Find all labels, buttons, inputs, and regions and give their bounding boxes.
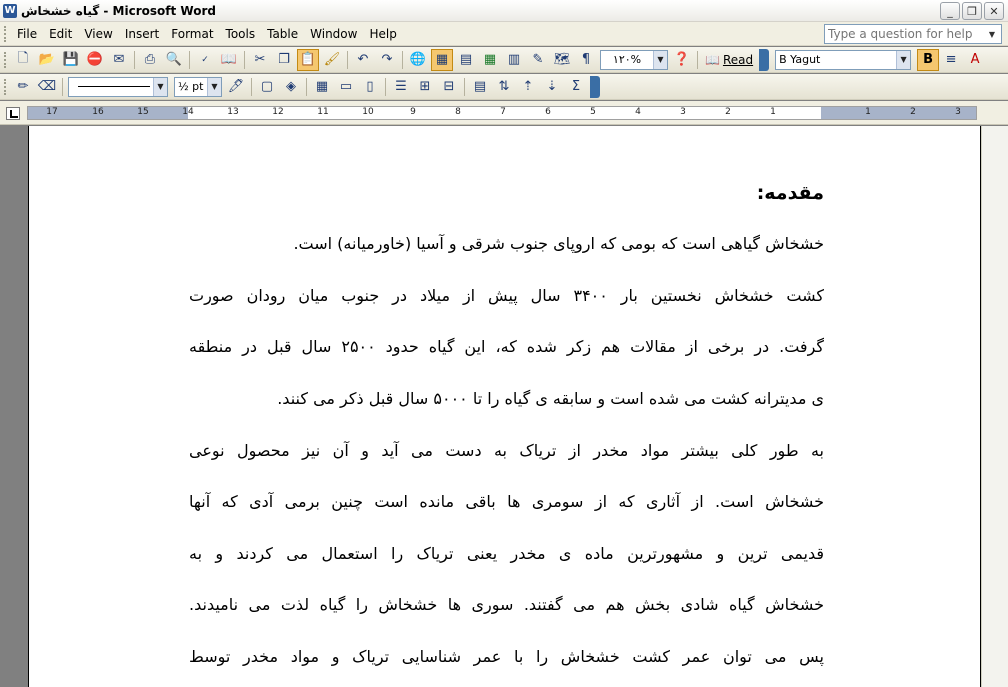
toolbar-grip[interactable] <box>4 52 7 68</box>
toolbar-grip[interactable] <box>4 79 7 95</box>
email-icon[interactable]: ✉ <box>113 52 125 67</box>
separator <box>402 51 403 69</box>
paragraph-line: خشخاش است. از آثاری که از سومری ها باقی مانده است چنین برمی آدی که آنها <box>189 492 824 511</box>
restore-button[interactable]: ❐ <box>962 2 982 20</box>
open-folder-icon[interactable]: 📂 <box>38 52 56 67</box>
cut-icon[interactable]: ✂ <box>254 52 266 67</box>
menu-view[interactable]: View <box>84 26 113 41</box>
menu-help[interactable]: Help <box>369 26 397 41</box>
window-title: گیاه خشخاش - Microsoft Word <box>21 3 216 18</box>
ruler-number: 14 <box>182 107 194 117</box>
draw-table-icon[interactable]: ✏ <box>17 79 29 94</box>
horizontal-ruler <box>0 101 1008 125</box>
title-bar <box>0 0 1008 22</box>
undo-icon[interactable]: ↶ <box>357 52 369 67</box>
help-icon[interactable]: ❓ <box>673 52 691 67</box>
separator <box>347 51 348 69</box>
research-icon[interactable]: 📖 <box>220 52 238 67</box>
ruler-number: 4 <box>635 107 641 117</box>
font-color-icon[interactable]: A <box>970 52 980 67</box>
ruler-number: 1 <box>865 107 871 117</box>
spelling-icon[interactable]: ✓ <box>201 54 209 65</box>
tab-selector-icon[interactable] <box>6 107 20 120</box>
paragraph-line: خشخاش گیاه شادی بخش هم می گفتند. سوری ها خشخاش را گیاه لذت می نامیدند. <box>189 595 824 614</box>
menu-format[interactable]: Format <box>171 26 214 41</box>
line-style-combo[interactable] <box>68 77 168 97</box>
menu-table[interactable]: Table <box>267 26 299 41</box>
line-weight-combo[interactable] <box>174 77 222 97</box>
ruler-number: 1 <box>770 107 776 117</box>
chevron-down-icon[interactable]: ▼ <box>207 78 221 96</box>
ruler-number: 2 <box>910 107 916 117</box>
separator <box>62 78 63 96</box>
menu-grip[interactable] <box>4 26 7 42</box>
paragraph-line: پس می توان عمر کشت خشخاش را با عمر شناسایی تریاک و مواد مخدر توسط <box>189 647 824 666</box>
insert-table-icon[interactable]: ▦ <box>315 79 329 94</box>
font-name-combo[interactable] <box>775 50 911 70</box>
separator <box>697 51 698 69</box>
print-preview-icon[interactable]: 🔍 <box>165 52 183 67</box>
document-map-icon[interactable]: 🗺 <box>553 52 571 67</box>
format-painter-icon[interactable]: 🖌 <box>323 52 341 67</box>
ruler-number: 6 <box>545 107 551 117</box>
menu-window[interactable]: Window <box>310 26 358 41</box>
align-right-icon[interactable]: ≡ <box>945 52 957 67</box>
read-button[interactable] <box>701 53 757 67</box>
separator <box>385 78 386 96</box>
distribute-columns-icon[interactable]: ⊟ <box>443 79 455 94</box>
distribute-rows-icon[interactable]: ⊞ <box>419 79 431 94</box>
border-color-icon[interactable]: 🖊 <box>227 79 245 94</box>
minimize-button[interactable]: _ <box>940 2 960 20</box>
line-style-value <box>69 86 153 87</box>
document-area <box>0 126 1008 687</box>
align-cell-icon[interactable]: ☰ <box>395 79 407 94</box>
window-controls <box>940 2 1004 20</box>
read-book-icon: 📖 <box>705 52 720 67</box>
menu-insert[interactable]: Insert <box>124 26 160 41</box>
ruler-number: 3 <box>680 107 686 117</box>
autoformat-icon[interactable]: ▤ <box>473 79 487 94</box>
drawing-icon[interactable]: ✎ <box>532 52 544 67</box>
ruler-track[interactable] <box>27 106 977 120</box>
chevron-down-icon[interactable]: ▼ <box>653 51 667 69</box>
copy-icon[interactable]: ❐ <box>278 52 290 67</box>
vertical-scrollbar[interactable] <box>981 126 1008 687</box>
menu-file[interactable]: File <box>17 26 38 41</box>
print-icon[interactable]: ⎙ <box>144 52 156 67</box>
ruler-right-margin <box>821 107 976 119</box>
ruler-number: 7 <box>500 107 506 117</box>
eraser-icon[interactable]: ⌫ <box>37 79 57 94</box>
paragraph-line: خشخاش گیاهی است که بومی که اروپای جنوب شرقی و آسیا (خاورمیانه) است. <box>293 234 824 253</box>
ruler-number: 3 <box>955 107 961 117</box>
document-page[interactable] <box>28 126 981 687</box>
ruler-number: 12 <box>272 107 284 117</box>
menu-bar <box>0 22 1008 46</box>
split-cells-icon[interactable]: ▯ <box>366 79 374 94</box>
insert-excel-icon[interactable]: ▦ <box>483 52 497 67</box>
chevron-down-icon[interactable]: ▼ <box>896 51 910 69</box>
separator <box>464 78 465 96</box>
separator <box>189 51 190 69</box>
tables-borders-icon[interactable]: ▦ <box>431 49 453 71</box>
line-weight-value: ½ pt <box>178 80 204 93</box>
paste-icon[interactable]: 📋 <box>297 49 319 71</box>
menu-tools[interactable]: Tools <box>225 26 256 41</box>
separator <box>244 51 245 69</box>
zoom-combo[interactable] <box>600 50 668 70</box>
paragraph-line: گرفت. در برخی از مقالات هم زکر شده که، این گیاه حدود ۲۵۰۰ سال قبل در منطقه <box>189 337 824 356</box>
word-app-icon[interactable]: W <box>4 5 16 16</box>
autosum-icon[interactable]: Σ <box>571 79 581 94</box>
ruler-number: 17 <box>46 107 58 117</box>
ruler-number: 16 <box>92 107 104 117</box>
standard-toolbar <box>0 47 1008 73</box>
new-document-icon[interactable]: 🗋 <box>17 50 29 66</box>
separator <box>306 78 307 96</box>
sort-ascending-icon[interactable]: ⇡ <box>522 79 534 94</box>
sort-descending-icon[interactable]: ⇣ <box>546 79 558 94</box>
ruler-number: 5 <box>590 107 596 117</box>
ruler-number: 2 <box>725 107 731 117</box>
permission-icon[interactable]: ⛔ <box>86 52 104 67</box>
toolbar-overflow-button[interactable] <box>759 49 769 71</box>
separator <box>134 51 135 69</box>
document-heading: مقدمه: <box>756 182 824 204</box>
toolbar-overflow-button[interactable] <box>590 76 600 98</box>
paragraph-line: به طور کلی بیشتر مواد مخدر از تریاک به دست می آید و آن نیز محصول نوعی <box>189 441 824 460</box>
save-icon[interactable]: 💾 <box>62 52 80 67</box>
chevron-down-icon[interactable]: ▼ <box>988 29 996 39</box>
merge-cells-icon[interactable]: ▭ <box>339 79 353 94</box>
ruler-number: 13 <box>227 107 239 117</box>
font-name-value: B Yagut <box>779 53 821 66</box>
shading-color-icon[interactable]: ◈ <box>286 79 296 94</box>
hyperlink-icon[interactable]: 🌐 <box>409 52 427 67</box>
ruler-number: 10 <box>362 107 374 117</box>
tables-toolbar <box>0 74 1008 100</box>
insert-table-icon[interactable]: ▤ <box>459 52 473 67</box>
paragraph-line: کشت خشخاش نخستین بار ۳۴۰۰ سال پیش از میلاد در جنوب میان رودان صورت <box>189 286 824 305</box>
redo-icon[interactable]: ↷ <box>381 52 393 67</box>
read-label: Read <box>722 52 754 67</box>
columns-icon[interactable]: ▥ <box>507 52 521 67</box>
outside-border-icon[interactable]: ▢ <box>260 79 274 94</box>
help-search-input[interactable] <box>825 25 985 43</box>
close-button[interactable]: ✕ <box>984 2 1004 20</box>
help-search-box <box>824 24 1002 44</box>
zoom-value: ١٢٠% <box>612 53 642 66</box>
ruler-number: 9 <box>410 107 416 117</box>
separator <box>251 78 252 96</box>
show-hide-icon[interactable]: ¶ <box>581 52 591 67</box>
ruler-number: 15 <box>137 107 149 117</box>
ruler-number: 11 <box>317 107 329 117</box>
paragraph-line: قدیمی ترین و مشهورترین ماده ی مخدر یعنی تریاک را استعمال می کردند و به <box>189 544 824 563</box>
chevron-down-icon[interactable]: ▼ <box>153 78 167 96</box>
menu-edit[interactable]: Edit <box>49 26 73 41</box>
paragraph-line: ی مدیترانه کشت می شده است و سابقه ی گیاه را تا ۵۰۰۰ سال قبل ذکر می کنند. <box>277 389 824 408</box>
bold-button[interactable]: B <box>917 49 939 71</box>
ruler-number: 8 <box>455 107 461 117</box>
text-direction-icon[interactable]: ⇅ <box>498 79 510 94</box>
